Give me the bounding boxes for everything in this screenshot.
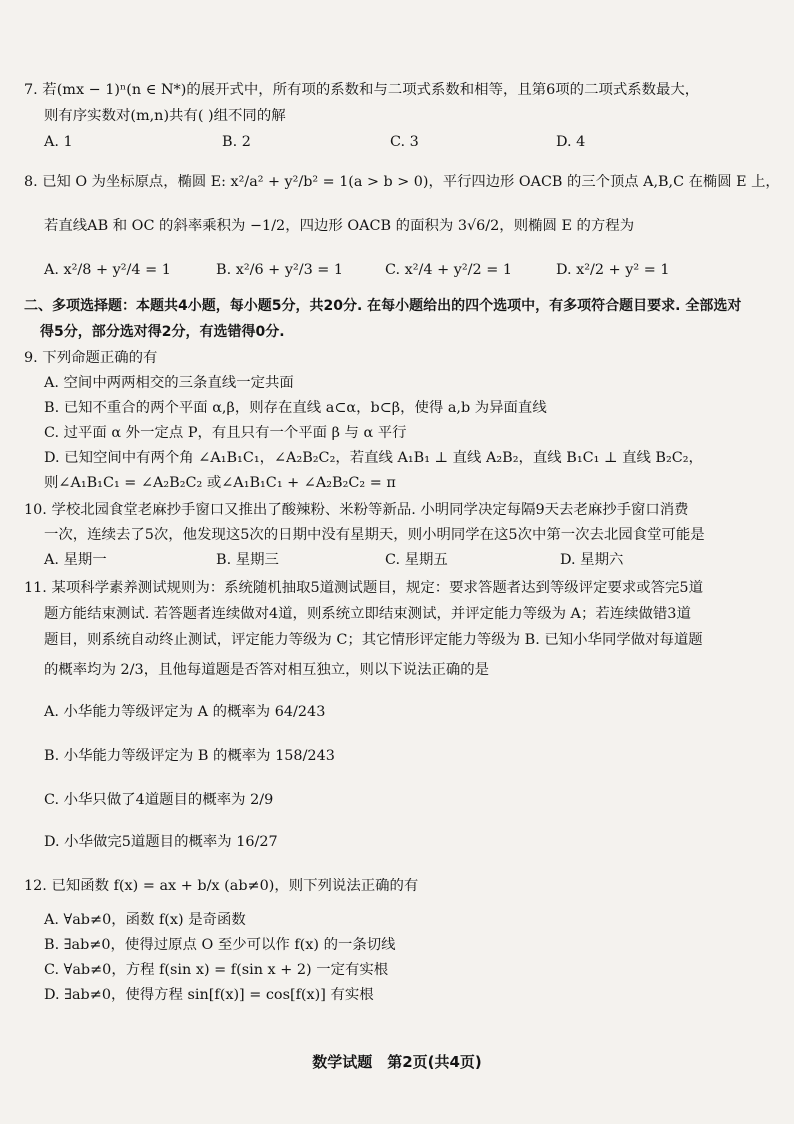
- q9-stem: 9. 下列命题正确的有: [24, 350, 158, 366]
- q12-stem: 12. 已知函数 f(x) = ax + b/x (ab≠0)，则下列说法正确的有: [24, 878, 419, 894]
- q11-option-b: B. 小华能力等级评定为 B 的概率为 158/243: [44, 748, 335, 764]
- q7-line1: 7. 若(mx − 1)ⁿ(n ∈ N*)的展开式中，所有项的系数和与二项式系数和相等，且第6项的二项式系数最大，: [24, 82, 700, 98]
- q12-option-a: A. ∀ab≠0，函数 f(x) 是奇函数: [44, 912, 246, 928]
- q8-line2: 若直线AB 和 OC 的斜率乘积为 −1/2，四边形 OACB 的面积为 3√6/2，则椭圆 E 的方程为: [44, 218, 635, 234]
- q10-line1: 10. 学校北园食堂老麻抄手窗口又推出了酸辣粉、米粉等新品. 小明同学决定每隔9天去老麻抄手窗口消费: [24, 502, 689, 518]
- q7-line2: 则有序实数对(m,n)共有( )组不同的解: [44, 108, 286, 124]
- q11-option-c: C. 小华只做了4道题目的概率为 2/9: [44, 792, 274, 808]
- q9-option-d-line2: 则∠A₁B₁C₁ = ∠A₂B₂C₂ 或∠A₁B₁C₁ + ∠A₂B₂C₂ = π: [44, 475, 396, 491]
- q9-option-a: A. 空间中两两相交的三条直线一定共面: [44, 375, 294, 391]
- q7-option-b: B. 2: [222, 134, 251, 150]
- q11-line4: 的概率均为 2/3，且他每道题是否答对相互独立，则以下说法正确的是: [44, 662, 490, 678]
- section2-heading-line2: 得5分，部分选对得2分，有选错得0分.: [40, 324, 285, 340]
- section2-heading-line1: 二、多项选择题：本题共4小题，每小题5分，共20分. 在每小题给出的四个选项中，有多项符合题目要求. 全部选对: [24, 298, 742, 314]
- q11-line1: 11. 某项科学素养测试规则为：系统随机抽取5道测试题目，规定：要求答题者达到等级评定要求或答完5道: [24, 580, 703, 596]
- q8-line1: 8. 已知 O 为坐标原点，椭圆 E: x²/a² + y²/b² = 1(a > b > 0)，平行四边形 OACB 的三个顶点 A,B,C 在椭圆 E 上，: [24, 174, 780, 190]
- q11-option-a: A. 小华能力等级评定为 A 的概率为 64/243: [44, 704, 326, 720]
- q11-option-d: D. 小华做完5道题目的概率为 16/27: [44, 834, 278, 850]
- q11-line2: 题方能结束测试. 若答题者连续做对4道，则系统立即结束测试，并评定能力等级为 A；若连续做错3道: [44, 606, 691, 622]
- q7-option-d: D. 4: [556, 134, 586, 150]
- q10-line2: 一次，连续去了5次，他发现这5次的日期中没有星期天，则小明同学在这5次中第一次去北园食堂可能是: [44, 527, 705, 543]
- q10-option-a: A. 星期一: [44, 552, 107, 568]
- q8-option-d: D. x²/2 + y² = 1: [556, 262, 670, 278]
- q11-line3: 题目，则系统自动终止测试，评定能力等级为 C；其它情形评定能力等级为 B. 已知小华同学做对每道题: [44, 632, 703, 648]
- q8-option-a: A. x²/8 + y²/4 = 1: [44, 262, 171, 278]
- q8-option-b: B. x²/6 + y²/3 = 1: [216, 262, 344, 278]
- q7-option-c: C. 3: [390, 134, 419, 150]
- q9-option-b: B. 已知不重合的两个平面 α,β，则存在直线 a⊂α，b⊂β，使得 a,b 为异面直线: [44, 400, 547, 416]
- q12-option-c: C. ∀ab≠0，方程 f(sin x) = f(sin x + 2) 一定有实根: [44, 962, 389, 978]
- q10-option-c: C. 星期五: [385, 552, 448, 568]
- q12-option-b: B. ∃ab≠0，使得过原点 O 至少可以作 f(x) 的一条切线: [44, 937, 396, 953]
- page-footer: 数学试题 第2页(共4页): [312, 1053, 482, 1071]
- q7-option-a: A. 1: [44, 134, 73, 150]
- q8-option-c: C. x²/4 + y²/2 = 1: [385, 262, 513, 278]
- q9-option-c: C. 过平面 α 外一定点 P，有且只有一个平面 β 与 α 平行: [44, 425, 407, 441]
- q10-option-b: B. 星期三: [216, 552, 279, 568]
- q9-option-d-line1: D. 已知空间中有两个角 ∠A₁B₁C₁，∠A₂B₂C₂，若直线 A₁B₁ ⊥ 直线 A₂B₂，直线 B₁C₁ ⊥ 直线 B₂C₂，: [44, 450, 703, 466]
- q10-option-d: D. 星期六: [560, 552, 624, 568]
- q12-option-d: D. ∃ab≠0，使得方程 sin[f(x)] = cos[f(x)] 有实根: [44, 987, 374, 1003]
